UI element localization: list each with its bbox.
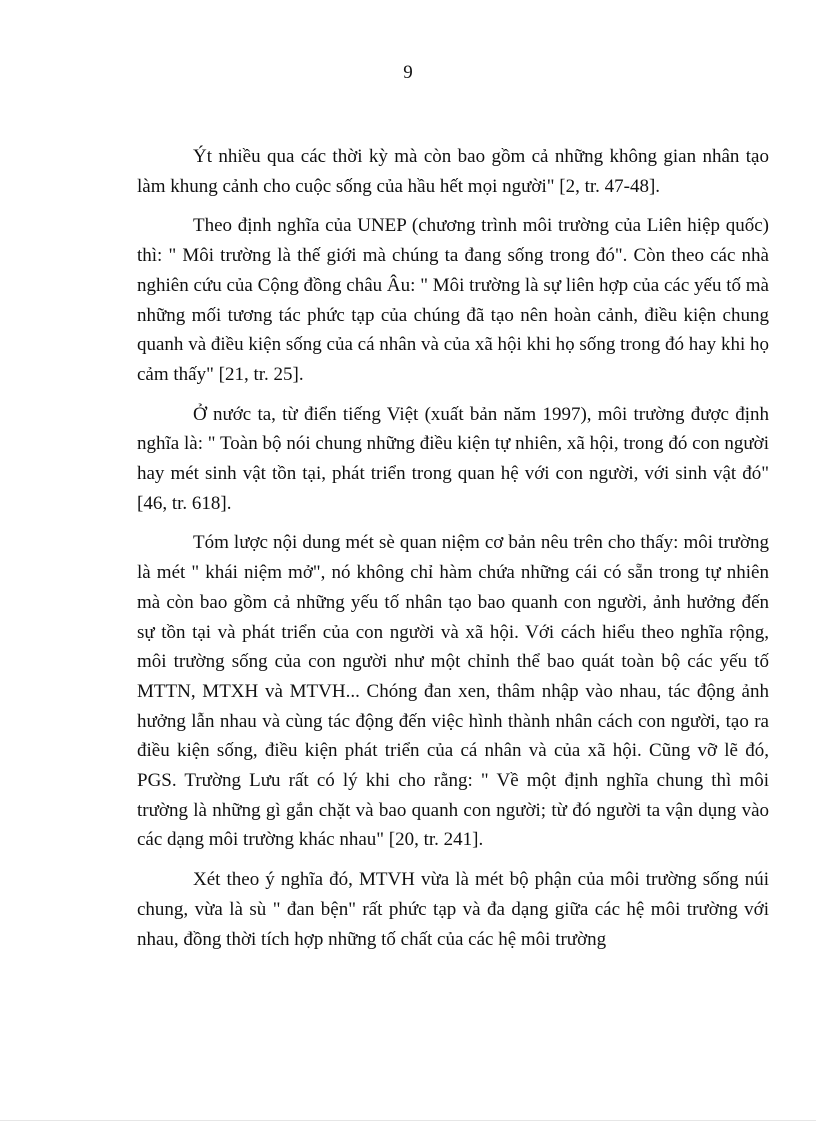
paragraph-5: Xét theo ý nghĩa đó, MTVH vừa là mét bộ phận của môi trường sống núi chung, vừa là sù " đan bện" rất phức tạp và đa dạng giữa các hệ môi trường với nhau, đồng thời tích hợp những tố chất của các hệ môi trường [137, 869, 769, 950]
page-number: 9 [403, 62, 413, 83]
body-text [137, 142, 769, 954]
paragraph-4: Tóm lược nội dung mét sè quan niệm cơ bản nêu trên cho thấy: môi trường là mét " khái niệm mở", nó không chỉ hàm chứa những cái có sẵn trong tự nhiên mà còn bao gồm cả những yếu tố nhân tạo bao quanh con người, ảnh hưởng đến sự tồn tại và phát triển của con người và xã hội. Với cách hiểu theo nghĩa rộng, môi trường sống của con người như một chỉnh thể bao quát toàn bộ các yếu tố MTTN, MTXH và MTVH... Chóng đan xen, thâm nhập vào nhau, tác động ảnh hưởng lẫn nhau và cùng tác động đến việc hình thành nhân cách con người, tạo ra điều kiện sống, điều kiện phát triển của cá nhân và của xã hội. Cũng vỡ lẽ đó, PGS. Trường Lưu rất có lý khi cho rằng: " Về một định nghĩa chung thì môi trường là những gì gắn chặt và bao quanh con người; từ đó người ta vận dụng vào các dạng môi trường khác nhau" [20, tr. 241]. [137, 532, 769, 851]
paragraph-3: Ở nước ta, từ điển tiếng Việt (xuất bản năm 1997), môi trường được định nghĩa là: " Toàn bộ nói chung những điều kiện tự nhiên, xã hội, trong đó con người hay mét sinh vật tồn tại, phát triển trong quan hệ với con người, với sinh vật đó" [46, tr. 618]. [137, 403, 769, 514]
paragraph-2: Theo định nghĩa của UNEP (chương trình môi trường của Liên hiệp quốc) thì: " Môi trường là thế giới mà chúng ta đang sống trong đó". Còn theo các nhà nghiên cứu của Cộng đồng châu Âu: " Môi trường là sự liên hợp của các yếu tố mà những mối tương tác phức tạp của chúng đã tạo nên hoàn cảnh, điều kiện chung quanh và điều kiện sống của cá nhân và của xã hội khi họ sống trong đó hay khi họ cảm thấy" [21, tr. 25]. [137, 215, 769, 385]
paragraph-1: Ýt nhiều qua các thời kỳ mà còn bao gồm cả những không gian nhân tạo làm khung cảnh cho cuộc sống của hầu hết mọi người" [2, tr. 47-48]. [137, 146, 769, 197]
page-bottom-divider [0, 1120, 816, 1121]
